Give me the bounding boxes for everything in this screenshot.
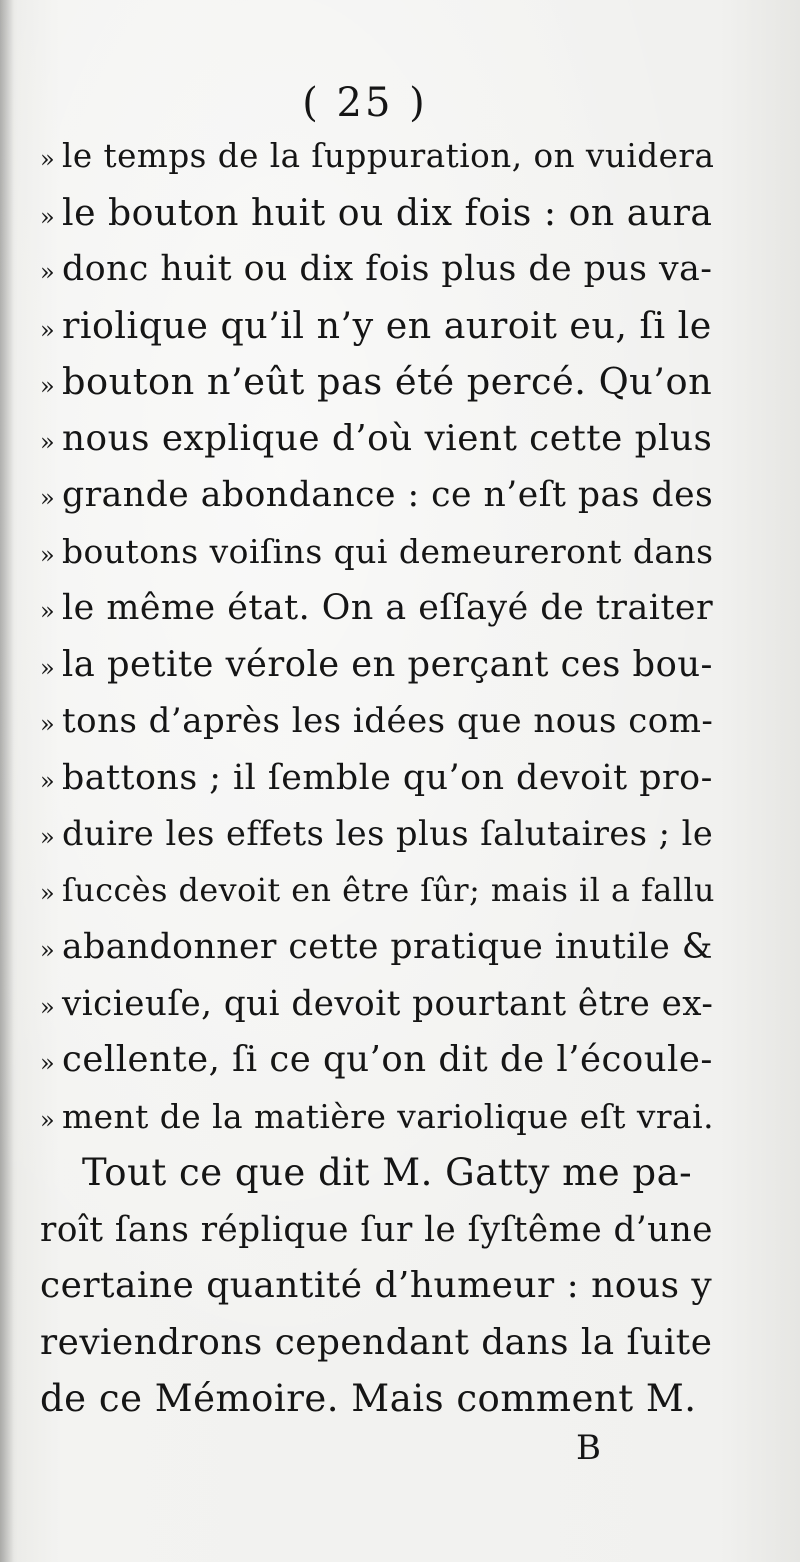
text-line [40,1032,712,1089]
text-line [40,524,712,581]
line-text: ment de la matière variolique eſt vrai. [62,1097,715,1136]
text-line [40,693,712,750]
line-text: battons ; il ſemble qu’on devoit pro- [62,757,713,798]
line-text: boutons voiſins qui demeureront dans [62,531,714,571]
line-text: roît ſans réplique ſur le ſyſtême d’une [40,1209,713,1250]
text-line [40,1315,712,1372]
signature-mark: B [576,1428,601,1468]
line-text: donc huit ou dix fois plus de pus va- [62,249,713,289]
line-text: bouton n’eût pas été percé. Qu’on [62,360,713,403]
text-line [40,1202,712,1259]
quote-mark: » [40,145,56,173]
line-text: Tout ce que dit M. Gatty me pa- [82,1151,693,1194]
text-line [40,806,712,863]
text-line [40,1145,712,1202]
quote-mark: » [40,1049,56,1077]
text-line [40,863,715,920]
line-text: reviendrons cependant dans la ſuite [40,1321,713,1363]
line-text: duire les effets les plus ſalutaires ; le [62,814,714,853]
text-line [40,467,712,524]
quote-mark: » [40,878,56,907]
quote-mark: » [40,992,56,1021]
body-text [40,128,715,1428]
line-text: grande abondance : ce n’eſt pas des [62,475,714,515]
quote-mark: » [40,484,56,512]
text-line [40,637,712,694]
quote-mark: » [40,710,56,738]
quote-mark: » [40,766,56,795]
quote-mark: » [40,936,56,964]
line-text: le même état. On a eſſayé de traiter [62,588,714,628]
line-text: tons d’après les idées que nous com- [62,701,714,741]
line-text: cellente, ſi ce qu’on dit de l’écoule- [62,1039,713,1080]
line-text: abandonner cette pratique inutile & [62,927,714,967]
line-text: ſuccès devoit en être ſûr; mais il a fallu [62,872,715,909]
quote-mark: » [40,653,56,682]
line-text: vicieuſe, qui devoit pourtant être ex- [62,983,714,1024]
line-text: nous explique d’où vient cette plus [62,417,713,459]
quote-mark: » [40,372,56,400]
text-line [40,241,712,298]
spine-shadow [0,0,14,1562]
quote-mark: » [40,315,56,344]
line-text: de ce Mémoire. Mais comment M. [40,1377,697,1420]
quote-mark: » [40,540,56,569]
line-text: le temps de la ſuppuration, on vuidera [62,137,715,175]
text-line [40,1089,715,1146]
text-line [40,976,712,1033]
quote-mark: » [40,597,56,625]
quote-mark: » [40,258,56,286]
text-line [40,128,715,185]
text-line [40,411,712,468]
line-text: le bouton huit ou dix fois : on aura [62,190,713,234]
text-line [40,919,712,976]
page-number: ( 25 ) [302,80,428,126]
text-line [40,1258,712,1315]
text-line [40,1371,712,1428]
quote-mark: » [40,202,56,231]
quote-mark: » [40,823,56,851]
line-text: riolique qu’il n’y en auroit eu, ſi le [62,303,712,347]
text-line [40,354,712,411]
text-line [40,298,712,355]
text-line [40,185,712,242]
text-line [40,750,712,807]
quote-mark: » [40,1105,56,1134]
line-text: certaine quantité d’humeur : nous y [40,1265,713,1306]
quote-mark: » [40,427,56,456]
line-text: la petite vérole en perçant ces bou- [62,643,713,685]
text-line [40,580,712,637]
